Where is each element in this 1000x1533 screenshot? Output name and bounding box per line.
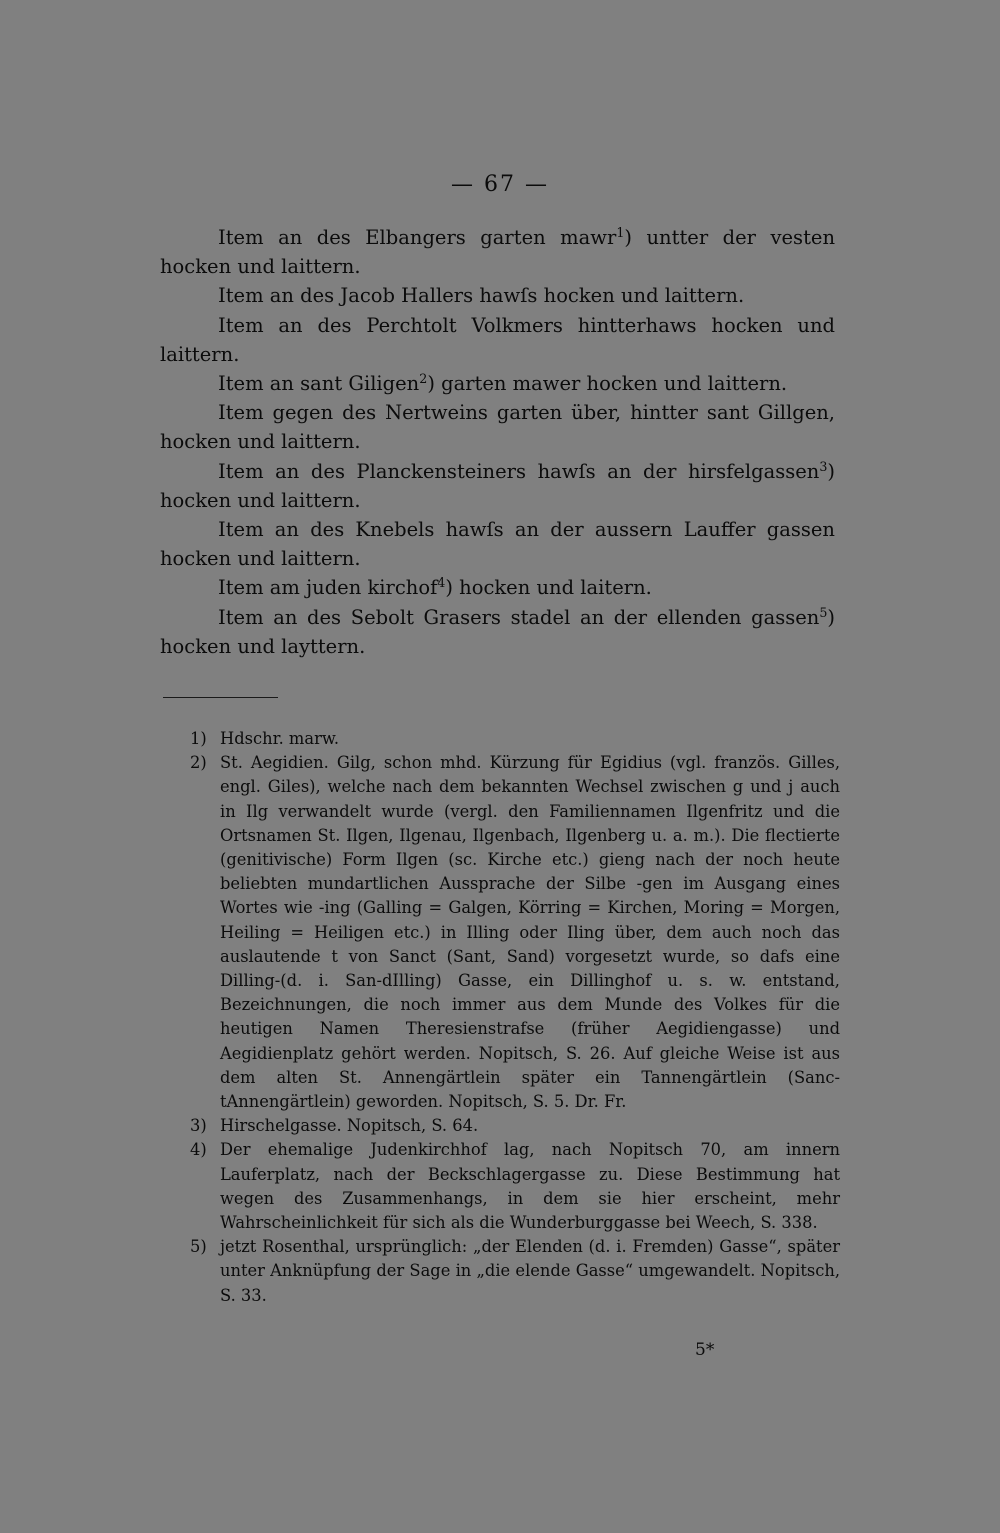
entry-text: Item an des Knebels hawſs an der aussern Lauffer gassen hocken und laittern. (160, 518, 835, 571)
footnote (160, 751, 840, 1114)
footnote-text: jetzt Rosenthal, ursprünglich: „der Elenden (d. i. Fremden) Gasse“, später unter Anknüpfung der Sage in „die elende Gasse“ umgewandelt. Nopitsch, S. 33. (220, 1237, 840, 1305)
footnote-mark: 2) (190, 753, 207, 773)
entry-text: Item an des Planckensteiners hawſs an der hirsfelgassen (218, 459, 820, 483)
footnote-mark: 4) (190, 1140, 207, 1160)
text-entry (160, 311, 835, 369)
entry-text: Item an sant Giligen (218, 372, 420, 396)
entry-text: Item an des Elbangers garten mawr (218, 226, 617, 249)
text-entry (160, 457, 835, 515)
footnote-text: Der ehemalige Judenkirchhof lag, nach Nopitsch 70, am innern Lauferplatz, nach der Beckschlagergasse zu. Diese Bestimmung hat wegen des Zusammenhangs, in dem sie hier erscheint, mehr Wahrscheinlichkeit für sich als die Wunderburggasse bei Weech, S. 338. (220, 1140, 840, 1233)
text-entry (160, 603, 835, 661)
footnote (160, 727, 840, 751)
entry-text: Item gegen des Nertweins garten über, hintter sant Gillgen, hocken und laittern. (160, 401, 835, 454)
text-entry (160, 281, 835, 310)
footnote-reference: 1 (616, 225, 625, 241)
footnote-reference: 3 (819, 458, 828, 474)
footnote-reference: 5 (819, 604, 828, 620)
text-entry (160, 573, 835, 602)
footnote-reference: 4 (437, 575, 446, 591)
entry-text: Item an des Jacob Hallers hawſs hocken und laittern. (218, 284, 745, 308)
footnote-text: Hirschelgasse. Nopitsch, S. 64. (220, 1116, 479, 1136)
page-number: — 67 — (451, 172, 549, 197)
entry-tail: ) hocken und layttern. (160, 605, 835, 658)
text-entry (160, 369, 835, 398)
footnote-separator (163, 697, 278, 698)
text-entry (160, 223, 835, 281)
main-text (160, 223, 835, 661)
footnote-reference: 2 (419, 371, 428, 387)
entry-text: Item an des Sebolt Grasers stadel an der ellenden gassen (218, 605, 820, 629)
footnote (160, 1138, 840, 1235)
signature-mark: 5* (695, 1340, 715, 1360)
footnotes (160, 727, 840, 1308)
footnote-text: Hdschr. marw. (220, 729, 340, 748)
entry-tail: ) hocken und laittern. (160, 459, 835, 512)
entry-tail: ) untter der vesten hocken und laittern. (160, 226, 835, 279)
entry-tail: ) hocken und laitern. (445, 576, 652, 600)
entry-text: Item an des Perchtolt Volkmers hintterhaws hocken und laittern. (160, 313, 835, 366)
entry-text: Item am juden kirchof (218, 576, 438, 600)
footnote-text: St. Aegidien. Gilg, schon mhd. Kürzung für Egidius (vgl. französ. Gilles, engl. Giles), welche nach dem bekannten Wechsel zwischen g und j auch in Ilg verwandelt wurde (vergl. den Familiennamen Ilgenfritz und die Ortsnamen St. Ilgen, Ilgenau, Ilgenbach, Ilgenberg u. a. m.). Die flectierte (genitivische) Form Ilgen (sc. Kirche etc.) gieng nach der noch heute beliebten mundartlichen Aussprache der Silbe -gen im Ausgang eines Wortes wie -ing (Galling = Galgen, Körring = Kirchen, Moring = Morgen, Heiling = Heiligen etc.) in Illing oder Iling über, dem auch noch das auslautende t von Sanct (Sant, Sand) vorgesetzt wurde, so dafs eine Dilling-(d. i. San-dIlling) Gasse, ein Dillinghof u. s. w. entstand, Bezeichnungen, die noch immer aus dem Munde des Volkes für die heutigen Namen Theresienstrafse (früher Aegidiengasse) und Aegidienplatz gehört werden. Nopitsch, S. 26. Auf gleiche Weise ist aus dem alten St. Annengärtlein später ein Tannengärtlein (Sanc-tAnnengärtlein) geworden. Nopitsch, S. 5. Dr. Fr. (220, 753, 840, 1112)
footnote-mark: 1) (190, 729, 207, 748)
entry-tail: ) garten mawer hocken und laittern. (427, 372, 788, 396)
footnote-mark: 3) (190, 1116, 207, 1136)
footnote (160, 1235, 840, 1308)
text-entry (160, 398, 835, 456)
footnote-mark: 5) (190, 1237, 207, 1257)
text-entry (160, 515, 835, 573)
footnote (160, 1114, 840, 1138)
